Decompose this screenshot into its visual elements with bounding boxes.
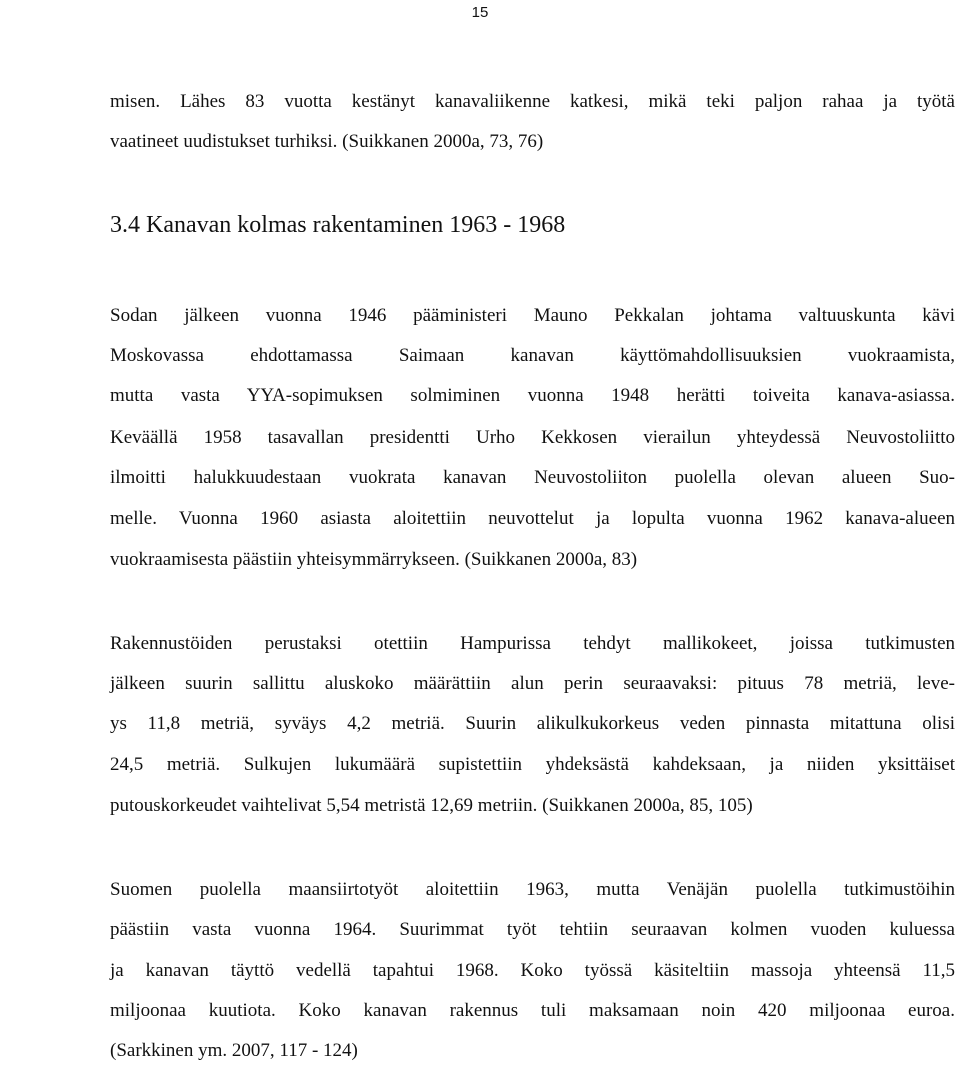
paragraph-line: mutta vasta YYA-sopimuksen solmiminen vuonna 1948 herätti toiveita kanava-asiassa.: [110, 385, 955, 406]
paragraph-line: Sodan jälkeen vuonna 1946 pääministeri Mauno Pekkalan johtama valtuuskunta kävi: [110, 305, 955, 326]
paragraph-line: Keväällä 1958 tasavallan presidentti Urho Kekkosen vierailun yhteydessä Neuvostoliitto: [110, 427, 955, 448]
section-heading: 3.4 Kanavan kolmas rakentaminen 1963 - 1968: [110, 212, 566, 238]
page-number: 15: [471, 4, 489, 21]
paragraph-line: Moskovassa ehdottamassa Saimaan kanavan käyttömahdollisuuksien vuokraamista,: [110, 345, 955, 366]
paragraph-line: ilmoitti halukkuudestaan vuokrata kanavan Neuvostoliiton puolella olevan alueen Suo-: [110, 467, 955, 488]
paragraph-line: vaatineet uudistukset turhiksi. (Suikkanen 2000a, 73, 76): [110, 131, 544, 152]
paragraph-line: misen. Lähes 83 vuotta kestänyt kanavaliikenne katkesi, mikä teki paljon rahaa ja työtä: [110, 91, 955, 112]
paragraph-line: melle. Vuonna 1960 asiasta aloitettiin neuvottelut ja lopulta vuonna 1962 kanava-alueen: [110, 508, 955, 529]
paragraph-line: Rakennustöiden perustaksi otettiin Hampurissa tehdyt mallikokeet, joissa tutkimusten: [110, 633, 955, 654]
paragraph-line: ys 11,8 metriä, syväys 4,2 metriä. Suurin alikulkukorkeus veden pinnasta mitattuna olisi: [110, 713, 955, 734]
paragraph-line: Suomen puolella maansiirtotyöt aloitettiin 1963, mutta Venäjän puolella tutkimustöihin: [110, 879, 955, 900]
paragraph-line: vuokraamisesta päästiin yhteisymmärrykseen. (Suikkanen 2000a, 83): [110, 549, 638, 570]
paragraph-line: päästiin vasta vuonna 1964. Suurimmat työt tehtiin seuraavan kolmen vuoden kuluessa: [110, 919, 955, 940]
paragraph-line: jälkeen suurin sallittu aluskoko määrättiin alun perin seuraavaksi: pituus 78 metriä, leve-: [110, 673, 955, 694]
paragraph-line: putouskorkeudet vaihtelivat 5,54 metristä 12,69 metriin. (Suikkanen 2000a, 85, 105): [110, 795, 753, 816]
paragraph-line: (Sarkkinen ym. 2007, 117 - 124): [110, 1040, 358, 1061]
paragraph-line: miljoonaa kuutiota. Koko kanavan rakennus tuli maksamaan noin 420 miljoonaa euroa.: [110, 1000, 955, 1021]
paragraph-line: 24,5 metriä. Sulkujen lukumäärä supistettiin yhdeksästä kahdeksaan, ja niiden yksittäiset: [110, 754, 955, 775]
paragraph-line: ja kanavan täyttö vedellä tapahtui 1968. Koko työssä käsiteltiin massoja yhteensä 11,5: [110, 960, 955, 981]
